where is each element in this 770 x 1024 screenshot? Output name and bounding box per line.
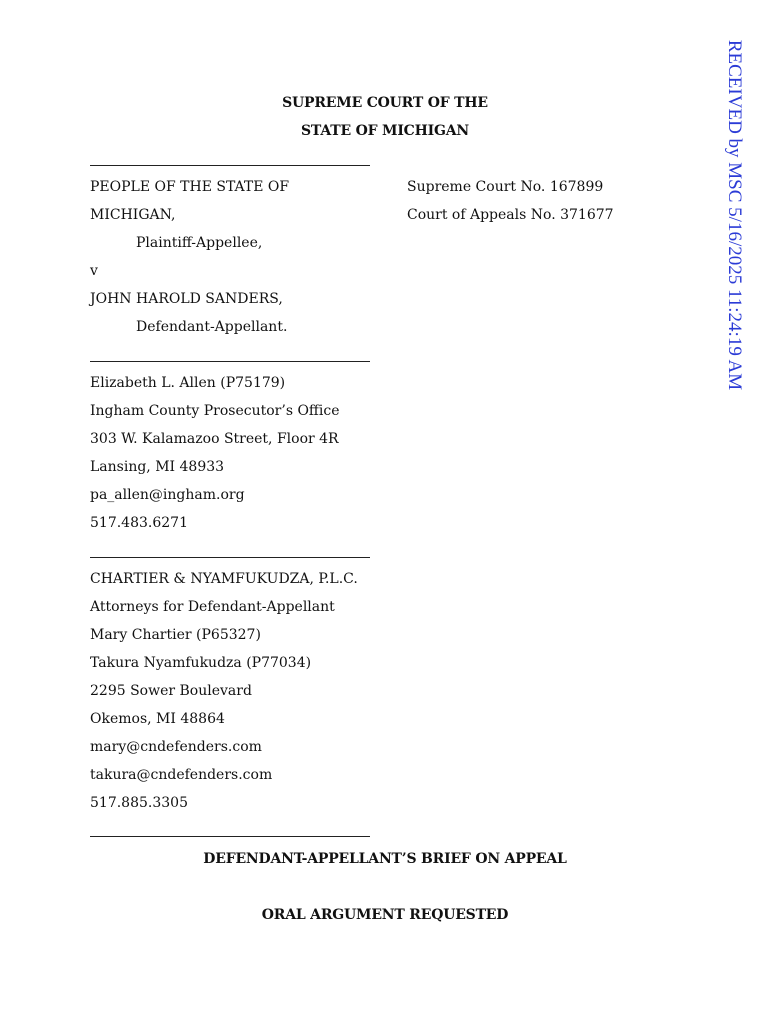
plaintiff-name-line1: PEOPLE OF THE STATE OF	[90, 179, 290, 195]
supreme-court-number: Supreme Court No. 167899	[407, 179, 604, 195]
prosecutor-street: 303 W. Kalamazoo Street, Floor 4R	[90, 431, 339, 447]
versus: v	[90, 263, 98, 279]
defense-city: Okemos, MI 48864	[90, 711, 225, 727]
brief-title: DEFENDANT-APPELLANT’S BRIEF ON APPEAL	[203, 851, 567, 867]
divider	[90, 361, 370, 362]
defense-email-2: takura@cndefenders.com	[90, 767, 273, 783]
divider	[90, 557, 370, 558]
plaintiff-name-line2: MICHIGAN,	[90, 207, 176, 223]
defense-role: Attorneys for Defendant-Appellant	[90, 599, 335, 615]
defense-email-1: mary@cndefenders.com	[90, 739, 262, 755]
divider	[90, 836, 370, 837]
prosecutor-phone: 517.483.6271	[90, 515, 188, 531]
divider	[90, 165, 370, 166]
plaintiff-role: Plaintiff-Appellee,	[136, 235, 263, 251]
defense-attorney-1: Mary Chartier (P65327)	[90, 627, 261, 643]
prosecutor-email: pa_allen@ingham.org	[90, 487, 245, 503]
court-of-appeals-number: Court of Appeals No. 371677	[407, 207, 614, 223]
defense-firm: CHARTIER & NYAMFUKUDZA, P.L.C.	[90, 571, 358, 587]
defense-phone: 517.885.3305	[90, 795, 188, 811]
prosecutor-office: Ingham County Prosecutor’s Office	[90, 403, 340, 419]
prosecutor-attorney: Elizabeth L. Allen (P75179)	[90, 375, 286, 391]
defense-attorney-2: Takura Nyamfukudza (P77034)	[90, 655, 312, 671]
defense-street: 2295 Sower Boulevard	[90, 683, 252, 699]
oral-argument-notice: ORAL ARGUMENT REQUESTED	[261, 907, 509, 923]
defendant-role: Defendant-Appellant.	[136, 319, 288, 335]
court-name-line2: STATE OF MICHIGAN	[300, 123, 469, 139]
defendant-name: JOHN HAROLD SANDERS,	[90, 291, 283, 307]
received-stamp: RECEIVED by MSC 5/16/2025 11:24:19 AM	[724, 39, 745, 391]
prosecutor-city: Lansing, MI 48933	[90, 459, 225, 475]
court-name-line1: SUPREME COURT OF THE	[282, 95, 488, 111]
